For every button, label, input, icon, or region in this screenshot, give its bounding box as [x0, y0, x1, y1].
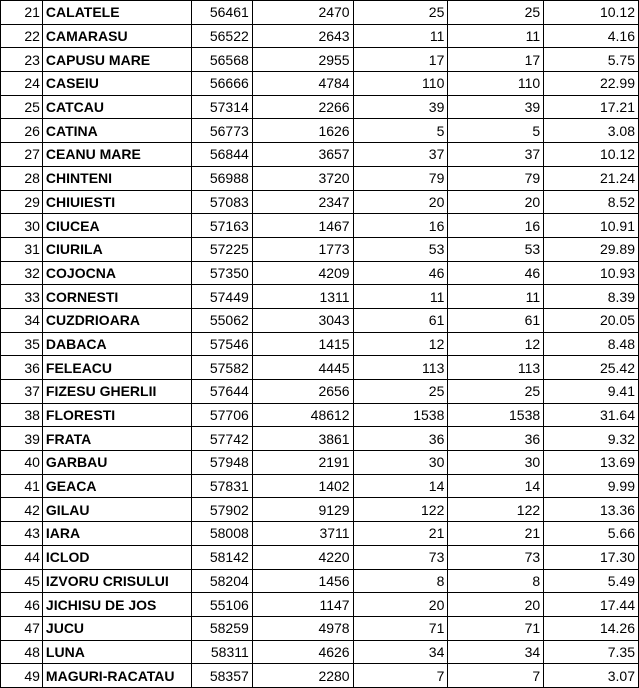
row-number-cell[interactable]: 32 [1, 261, 43, 285]
percent-cell[interactable]: 9.41 [544, 380, 639, 404]
name-cell[interactable]: IZVORU CRISULUI [42, 569, 191, 593]
count-a-cell[interactable]: 25 [353, 380, 448, 404]
count-a-cell[interactable]: 14 [353, 474, 448, 498]
count-b-cell[interactable]: 25 [448, 380, 544, 404]
population-cell[interactable]: 3720 [252, 166, 353, 190]
table-row [1, 569, 639, 593]
count-a-cell[interactable]: 71 [353, 616, 448, 640]
percent-cell[interactable]: 10.93 [544, 261, 639, 285]
code-cell[interactable]: 57831 [191, 474, 252, 498]
name-cell[interactable]: ICLOD [42, 545, 191, 569]
percent-cell[interactable]: 21.24 [544, 166, 639, 190]
count-b-cell[interactable]: 16 [448, 214, 544, 238]
table-row [1, 593, 639, 617]
row-number-cell[interactable]: 29 [1, 190, 43, 214]
code-cell[interactable]: 57083 [191, 190, 252, 214]
count-a-cell[interactable]: 7 [353, 664, 448, 688]
row-number-cell[interactable]: 24 [1, 72, 43, 96]
population-cell[interactable]: 2470 [252, 1, 353, 25]
percent-cell[interactable]: 5.75 [544, 48, 639, 72]
count-b-cell[interactable]: 21 [448, 522, 544, 546]
name-cell[interactable]: CAPUSU MARE [42, 48, 191, 72]
count-a-cell[interactable]: 1538 [353, 403, 448, 427]
row-number-cell[interactable]: 33 [1, 285, 43, 309]
table-row [1, 166, 639, 190]
population-cell[interactable]: 2656 [252, 380, 353, 404]
name-cell[interactable]: GILAU [42, 498, 191, 522]
row-number-cell[interactable]: 42 [1, 498, 43, 522]
code-cell[interactable]: 57706 [191, 403, 252, 427]
name-cell[interactable]: CORNESTI [42, 285, 191, 309]
population-cell[interactable]: 4209 [252, 261, 353, 285]
percent-cell[interactable]: 20.05 [544, 308, 639, 332]
count-b-cell[interactable]: 39 [448, 95, 544, 119]
percent-cell[interactable]: 3.08 [544, 119, 639, 143]
code-cell[interactable]: 57742 [191, 427, 252, 451]
row-number-cell[interactable]: 43 [1, 522, 43, 546]
population-cell[interactable]: 3711 [252, 522, 353, 546]
table-row [1, 119, 639, 143]
table-row [1, 332, 639, 356]
population-cell[interactable]: 2266 [252, 95, 353, 119]
count-a-cell[interactable]: 122 [353, 498, 448, 522]
count-a-cell[interactable]: 20 [353, 593, 448, 617]
table-row [1, 1, 639, 25]
percent-cell[interactable]: 10.12 [544, 1, 639, 25]
name-cell[interactable]: GEACA [42, 474, 191, 498]
count-b-cell[interactable]: 25 [448, 1, 544, 25]
row-number-cell[interactable]: 45 [1, 569, 43, 593]
table-row [1, 190, 639, 214]
population-cell[interactable]: 2955 [252, 48, 353, 72]
table-row [1, 403, 639, 427]
count-a-cell[interactable]: 11 [353, 285, 448, 309]
row-number-cell[interactable]: 30 [1, 214, 43, 238]
percent-cell[interactable]: 8.48 [544, 332, 639, 356]
name-cell[interactable]: CATINA [42, 119, 191, 143]
table-row [1, 308, 639, 332]
name-cell[interactable]: CEANU MARE [42, 143, 191, 167]
count-a-cell[interactable]: 8 [353, 569, 448, 593]
percent-cell[interactable]: 5.66 [544, 522, 639, 546]
table-row [1, 427, 639, 451]
code-cell[interactable]: 56773 [191, 119, 252, 143]
code-cell[interactable]: 57546 [191, 332, 252, 356]
count-b-cell[interactable]: 7 [448, 664, 544, 688]
population-cell[interactable]: 4445 [252, 356, 353, 380]
row-number-cell[interactable]: 31 [1, 237, 43, 261]
name-cell[interactable]: CIURILA [42, 237, 191, 261]
name-cell[interactable]: CHIUIESTI [42, 190, 191, 214]
name-cell[interactable]: CUZDRIOARA [42, 308, 191, 332]
code-cell[interactable]: 56461 [191, 1, 252, 25]
table-row [1, 261, 639, 285]
count-a-cell[interactable]: 39 [353, 95, 448, 119]
count-b-cell[interactable]: 14 [448, 474, 544, 498]
code-cell[interactable]: 58008 [191, 522, 252, 546]
percent-cell[interactable]: 13.36 [544, 498, 639, 522]
count-a-cell[interactable]: 11 [353, 24, 448, 48]
code-cell[interactable]: 57163 [191, 214, 252, 238]
table-row [1, 72, 639, 96]
population-cell[interactable]: 3861 [252, 427, 353, 451]
percent-cell[interactable]: 8.39 [544, 285, 639, 309]
count-b-cell[interactable]: 30 [448, 451, 544, 475]
population-cell[interactable]: 1402 [252, 474, 353, 498]
table-row [1, 143, 639, 167]
row-number-cell[interactable]: 47 [1, 616, 43, 640]
percent-cell[interactable]: 14.26 [544, 616, 639, 640]
percent-cell[interactable]: 7.35 [544, 640, 639, 664]
count-a-cell[interactable]: 20 [353, 190, 448, 214]
row-number-cell[interactable]: 34 [1, 308, 43, 332]
count-a-cell[interactable]: 46 [353, 261, 448, 285]
row-number-cell[interactable]: 41 [1, 474, 43, 498]
row-number-cell[interactable]: 26 [1, 119, 43, 143]
name-cell[interactable]: FLORESTI [42, 403, 191, 427]
count-b-cell[interactable]: 11 [448, 24, 544, 48]
table-row [1, 545, 639, 569]
population-cell[interactable]: 3657 [252, 143, 353, 167]
count-a-cell[interactable]: 110 [353, 72, 448, 96]
name-cell[interactable]: CIUCEA [42, 214, 191, 238]
table-row [1, 380, 639, 404]
table-row [1, 522, 639, 546]
table-row [1, 214, 639, 238]
code-cell[interactable]: 58142 [191, 545, 252, 569]
count-b-cell[interactable]: 20 [448, 190, 544, 214]
name-cell[interactable]: CAMARASU [42, 24, 191, 48]
count-a-cell[interactable]: 5 [353, 119, 448, 143]
row-number-cell[interactable]: 48 [1, 640, 43, 664]
count-a-cell[interactable]: 16 [353, 214, 448, 238]
code-cell[interactable]: 58259 [191, 616, 252, 640]
code-cell[interactable]: 57948 [191, 451, 252, 475]
population-cell[interactable]: 4784 [252, 72, 353, 96]
count-a-cell[interactable]: 25 [353, 1, 448, 25]
table-row [1, 664, 639, 688]
percent-cell[interactable]: 22.99 [544, 72, 639, 96]
row-number-cell[interactable]: 44 [1, 545, 43, 569]
percent-cell[interactable]: 9.32 [544, 427, 639, 451]
code-cell[interactable]: 57449 [191, 285, 252, 309]
percent-cell[interactable]: 10.91 [544, 214, 639, 238]
code-cell[interactable]: 57902 [191, 498, 252, 522]
table-row [1, 356, 639, 380]
percent-cell[interactable]: 17.44 [544, 593, 639, 617]
population-cell[interactable]: 4978 [252, 616, 353, 640]
count-b-cell[interactable]: 12 [448, 332, 544, 356]
population-cell[interactable]: 48612 [252, 403, 353, 427]
population-cell[interactable]: 4626 [252, 640, 353, 664]
count-a-cell[interactable]: 12 [353, 332, 448, 356]
count-b-cell[interactable]: 122 [448, 498, 544, 522]
code-cell[interactable]: 58357 [191, 664, 252, 688]
table-row [1, 48, 639, 72]
percent-cell[interactable]: 5.49 [544, 569, 639, 593]
count-b-cell[interactable]: 113 [448, 356, 544, 380]
name-cell[interactable]: IARA [42, 522, 191, 546]
count-b-cell[interactable]: 110 [448, 72, 544, 96]
count-a-cell[interactable]: 36 [353, 427, 448, 451]
count-b-cell[interactable]: 20 [448, 593, 544, 617]
code-cell[interactable]: 56988 [191, 166, 252, 190]
table-row [1, 24, 639, 48]
count-a-cell[interactable]: 113 [353, 356, 448, 380]
population-cell[interactable]: 1467 [252, 214, 353, 238]
table-row [1, 237, 639, 261]
percent-cell[interactable]: 8.52 [544, 190, 639, 214]
row-number-cell[interactable]: 46 [1, 593, 43, 617]
code-cell[interactable]: 58204 [191, 569, 252, 593]
count-b-cell[interactable]: 1538 [448, 403, 544, 427]
count-b-cell[interactable]: 73 [448, 545, 544, 569]
code-cell[interactable]: 57225 [191, 237, 252, 261]
row-number-cell[interactable]: 35 [1, 332, 43, 356]
count-a-cell[interactable]: 17 [353, 48, 448, 72]
count-b-cell[interactable]: 8 [448, 569, 544, 593]
count-a-cell[interactable]: 30 [353, 451, 448, 475]
table-body [1, 1, 639, 688]
count-b-cell[interactable]: 11 [448, 285, 544, 309]
count-a-cell[interactable]: 37 [353, 143, 448, 167]
name-cell[interactable]: GARBAU [42, 451, 191, 475]
code-cell[interactable]: 56666 [191, 72, 252, 96]
population-cell[interactable]: 1773 [252, 237, 353, 261]
percent-cell[interactable]: 4.16 [544, 24, 639, 48]
count-b-cell[interactable]: 5 [448, 119, 544, 143]
row-number-cell[interactable]: 37 [1, 380, 43, 404]
count-b-cell[interactable]: 53 [448, 237, 544, 261]
population-cell[interactable]: 4220 [252, 545, 353, 569]
population-cell[interactable]: 1147 [252, 593, 353, 617]
code-cell[interactable]: 55062 [191, 308, 252, 332]
table-row [1, 474, 639, 498]
count-b-cell[interactable]: 46 [448, 261, 544, 285]
row-number-cell[interactable]: 21 [1, 1, 43, 25]
percent-cell[interactable]: 31.64 [544, 403, 639, 427]
count-a-cell[interactable]: 53 [353, 237, 448, 261]
count-b-cell[interactable]: 79 [448, 166, 544, 190]
percent-cell[interactable]: 3.07 [544, 664, 639, 688]
population-cell[interactable]: 2280 [252, 664, 353, 688]
name-cell[interactable]: FELEACU [42, 356, 191, 380]
code-cell[interactable]: 57350 [191, 261, 252, 285]
name-cell[interactable]: JUCU [42, 616, 191, 640]
code-cell[interactable]: 57582 [191, 356, 252, 380]
population-cell[interactable]: 1626 [252, 119, 353, 143]
table-row [1, 95, 639, 119]
population-cell[interactable]: 1311 [252, 285, 353, 309]
row-number-cell[interactable]: 23 [1, 48, 43, 72]
row-number-cell[interactable]: 36 [1, 356, 43, 380]
name-cell[interactable]: LUNA [42, 640, 191, 664]
code-cell[interactable]: 57314 [191, 95, 252, 119]
count-b-cell[interactable]: 71 [448, 616, 544, 640]
code-cell[interactable]: 56844 [191, 143, 252, 167]
count-b-cell[interactable]: 17 [448, 48, 544, 72]
name-cell[interactable]: FRATA [42, 427, 191, 451]
table-row [1, 285, 639, 309]
population-cell[interactable]: 1456 [252, 569, 353, 593]
table-row [1, 616, 639, 640]
name-cell[interactable]: COJOCNA [42, 261, 191, 285]
code-cell[interactable]: 58311 [191, 640, 252, 664]
name-cell[interactable]: JICHISU DE JOS [42, 593, 191, 617]
population-cell[interactable]: 3043 [252, 308, 353, 332]
name-cell[interactable]: DABACA [42, 332, 191, 356]
population-cell[interactable]: 2347 [252, 190, 353, 214]
count-a-cell[interactable]: 61 [353, 308, 448, 332]
population-cell[interactable]: 2191 [252, 451, 353, 475]
count-b-cell[interactable]: 34 [448, 640, 544, 664]
row-number-cell[interactable]: 27 [1, 143, 43, 167]
name-cell[interactable]: CASEIU [42, 72, 191, 96]
count-b-cell[interactable]: 61 [448, 308, 544, 332]
percent-cell[interactable]: 10.12 [544, 143, 639, 167]
row-number-cell[interactable]: 22 [1, 24, 43, 48]
name-cell[interactable]: CALATELE [42, 1, 191, 25]
row-number-cell[interactable]: 38 [1, 403, 43, 427]
count-a-cell[interactable]: 79 [353, 166, 448, 190]
name-cell[interactable]: CATCAU [42, 95, 191, 119]
percent-cell[interactable]: 9.99 [544, 474, 639, 498]
percent-cell[interactable]: 13.69 [544, 451, 639, 475]
percent-cell[interactable]: 17.21 [544, 95, 639, 119]
table-row [1, 451, 639, 475]
row-number-cell[interactable]: 39 [1, 427, 43, 451]
population-cell[interactable]: 2643 [252, 24, 353, 48]
row-number-cell[interactable]: 28 [1, 166, 43, 190]
percent-cell[interactable]: 29.89 [544, 237, 639, 261]
name-cell[interactable]: MAGURI-RACATAU [42, 664, 191, 688]
name-cell[interactable]: CHINTENI [42, 166, 191, 190]
row-number-cell[interactable]: 40 [1, 451, 43, 475]
name-cell[interactable]: FIZESU GHERLII [42, 380, 191, 404]
code-cell[interactable]: 57644 [191, 380, 252, 404]
code-cell[interactable]: 55106 [191, 593, 252, 617]
count-b-cell[interactable]: 37 [448, 143, 544, 167]
table-row [1, 498, 639, 522]
code-cell[interactable]: 56568 [191, 48, 252, 72]
count-a-cell[interactable]: 21 [353, 522, 448, 546]
row-number-cell[interactable]: 49 [1, 664, 43, 688]
row-number-cell[interactable]: 25 [1, 95, 43, 119]
count-a-cell[interactable]: 73 [353, 545, 448, 569]
population-cell[interactable]: 1415 [252, 332, 353, 356]
percent-cell[interactable]: 17.30 [544, 545, 639, 569]
percent-cell[interactable]: 25.42 [544, 356, 639, 380]
table-row [1, 640, 639, 664]
count-a-cell[interactable]: 34 [353, 640, 448, 664]
count-b-cell[interactable]: 36 [448, 427, 544, 451]
population-cell[interactable]: 9129 [252, 498, 353, 522]
code-cell[interactable]: 56522 [191, 24, 252, 48]
